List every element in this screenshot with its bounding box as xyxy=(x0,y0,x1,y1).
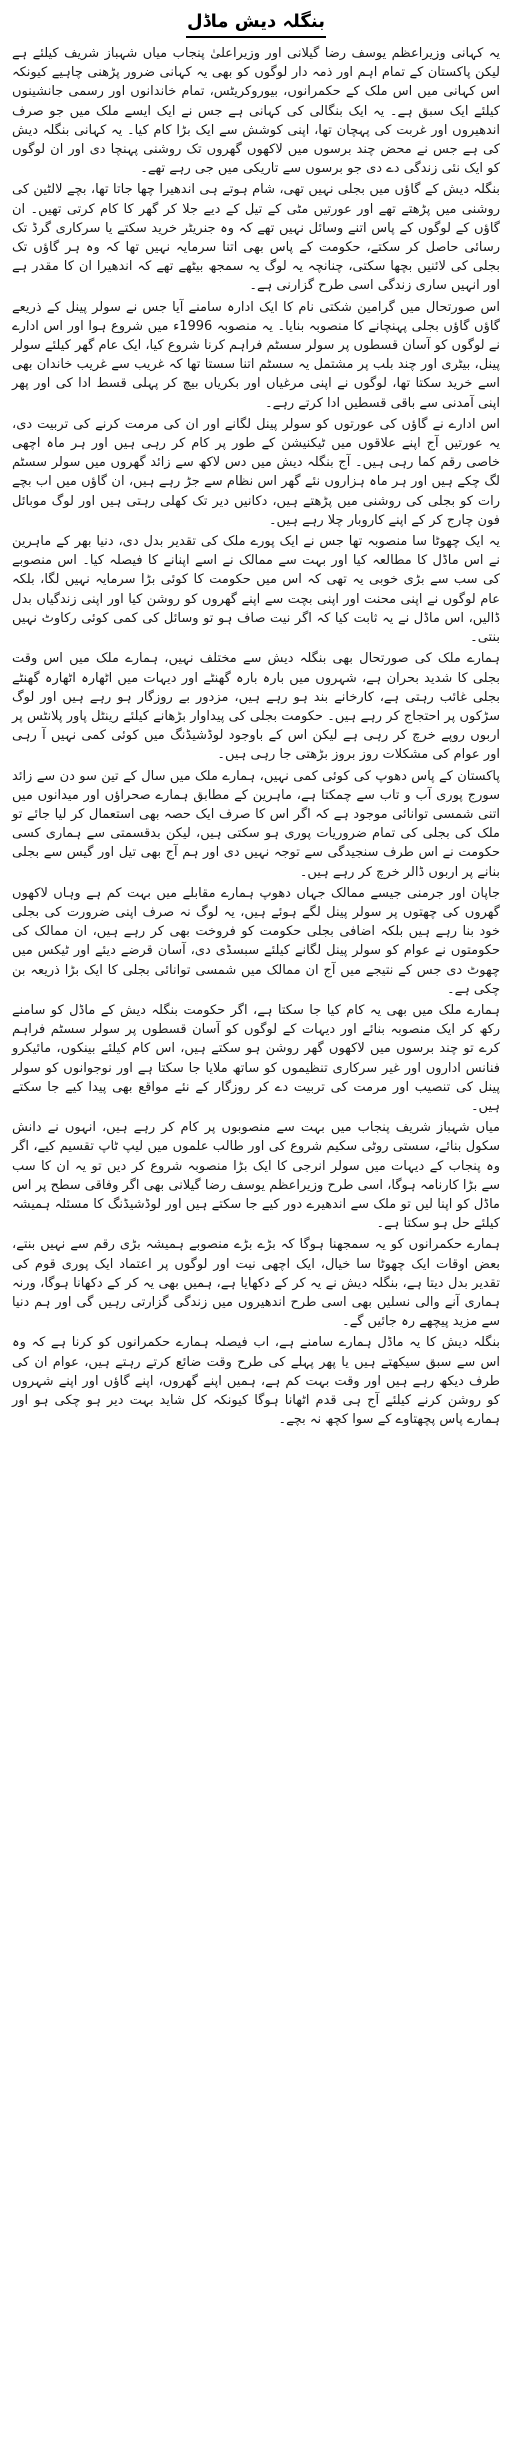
article-paragraph: پاکستان کے پاس دھوپ کی کوئی کمی نہیں، ہمارے ملک میں سال کے تین سو دن سے زائد سورج پوری آب و تاب سے چمکتا ہے، ماہرین کے مطابق ہمارے صحراؤں اور میدانوں میں اتنی شمسی توانائی موجود ہے کہ اگر اس کا صرف ایک حصہ بھی استعمال کر لیا جائے تو ملک کی بجلی کی تمام ضروریات پوری ہو سکتی ہیں، لیکن بدقسمتی سے ہماری کسی حکومت نے اس طرف سنجیدگی سے توجہ نہیں دی اور ہم آج بھی تیل اور گیس سے بجلی بنانے پر اربوں ڈالر خرچ کر رہے ہیں۔ xyxy=(12,768,500,880)
article-paragraph: ہمارے ملک کی صورتحال بھی بنگلہ دیش سے مختلف نہیں، ہمارے ملک میں اس وقت بجلی کا شدید بحران ہے، شہروں میں بارہ بارہ گھنٹے اور دیہات میں اٹھارہ اٹھارہ گھنٹے بجلی غائب رہتی ہے، کارخانے بند ہو رہے ہیں، مزدور بے روزگار ہو رہے ہیں اور لوگ سڑکوں پر احتجاج کر رہے ہیں۔ حکومت بجلی کی پیداوار بڑھانے کیلئے رینٹل پاور پلانٹس پر اربوں روپے خرچ کر رہی ہے لیکن اس کے باوجود لوڈشیڈنگ میں کوئی کمی نہیں آ رہی اور عوام کی مشکلات روز بروز بڑھتی جا رہی ہیں۔ xyxy=(12,651,500,763)
article-headline: بنگلہ دیش ماڈل xyxy=(187,11,325,32)
article-paragraph: اس ادارے نے گاؤں کی عورتوں کو سولر پینل لگانے اور ان کی مرمت کرنے کی تربیت دی، یہ عورتیں آج اپنے علاقوں میں ٹیکنیشن کے طور پر کام کر رہی ہیں اور ہر ماہ اچھی خاصی رقم کما رہی ہیں۔ آج بنگلہ دیش میں دس لاکھ سے زائد گھروں میں سولر سسٹم لگ چکے ہیں اور ہر ماہ ہزاروں نئے گھر اس نظام سے جڑ رہے ہیں، ان گاؤں میں اب بچے رات کو بجلی کی روشنی میں پڑھتے ہیں، دکانیں دیر تک کھلی رہتی ہیں اور لوگ موبائل فون چارج کر کے اپنے کاروبار چلا رہے ہیں۔ xyxy=(12,416,500,528)
article-paragraph: یہ ایک چھوٹا سا منصوبہ تھا جس نے ایک پورے ملک کی تقدیر بدل دی، دنیا بھر کے ماہرین نے اس ماڈل کا مطالعہ کیا اور بہت سے ممالک نے اسے اپنانے کا فیصلہ کیا۔ اس منصوبے کی سب سے بڑی خوبی یہ تھی کہ اس میں حکومت کا کوئی بڑا سرمایہ نہیں لگا، بلکہ عام لوگوں نے اپنی محنت اور اپنی بچت سے اپنے گھروں کو روشن کیا اور اپنی زندگیاں بدل ڈالیں، اس ماڈل نے یہ ثابت کیا کہ اگر نیت صاف ہو تو وسائل کی کمی کوئی رکاوٹ نہیں بنتی۔ xyxy=(12,534,500,646)
article-body xyxy=(12,44,500,1429)
article-paragraph: بنگلہ دیش کا یہ ماڈل ہمارے سامنے ہے، اب فیصلہ ہمارے حکمرانوں کو کرنا ہے کہ وہ اس سے سبق سیکھتے ہیں یا پھر پہلے کی طرح وقت ضائع کرتے رہتے ہیں، عوام ان کی طرف دیکھ رہے ہیں اور وقت بہت کم ہے، ہمیں اپنے گھروں، اپنے گاؤں اور اپنے شہروں کو روشن کرنے کیلئے آج ہی قدم اٹھانا ہوگا کیونکہ کل شاید بہت دیر ہو چکی ہو اور ہمارے پاس پچھتاوے کے سوا کچھ نہ بچے۔ xyxy=(12,1335,500,1428)
headline-underline xyxy=(186,36,326,38)
article-paragraph: یہ کہانی وزیراعظم یوسف رضا گیلانی اور وزیراعلیٰ پنجاب میاں شہباز شریف کیلئے ہے لیکن پاکستان کے تمام اہم اور ذمہ دار لوگوں کو بھی یہ کہانی ضرور پڑھنی چاہیے کیونکہ اس کہانی میں اس ملک کے حکمرانوں، بیوروکریٹس، تمام خاندانوں اور رسمی جانشینوں کیلئے ایک سبق ہے۔ یہ ایک بنگالی کی کہانی ہے جس نے ایک ایسے ملک میں جو صرف اندھیروں اور غربت کی پہچان تھا، اپنی کوشش سے ایک بڑا کام کیا۔ یہ کہانی بنگلہ دیش کی ہے جس نے محض چند برسوں میں لاکھوں گھروں تک روشنی پہنچا دی اور ان لوگوں کو ایک نئی زندگی دے دی جو برسوں سے تاریکی میں جی رہے تھے۔ xyxy=(12,46,500,177)
article-paragraph: ہمارے حکمرانوں کو یہ سمجھنا ہوگا کہ بڑے بڑے منصوبے ہمیشہ بڑی رقم سے نہیں بنتے، بعض اوقات ایک چھوٹا سا خیال، ایک اچھی نیت اور لوگوں پر اعتماد ایک پوری قوم کی تقدیر بدل دیتا ہے، بنگلہ دیش نے یہ کر کے دکھایا ہے، ہمیں بھی یہ کر کے دکھانا ہوگا، ورنہ ہماری آنے والی نسلیں بھی اسی طرح اندھیروں میں زندگی گزارتی رہیں گی اور ہم دنیا سے مزید پیچھے رہ جائیں گے۔ xyxy=(12,1237,500,1330)
article-paragraph: میاں شہباز شریف پنجاب میں بہت سے منصوبوں پر کام کر رہے ہیں، انہوں نے دانش سکول بنائے، سستی روٹی سکیم شروع کی اور طالب علموں میں لیپ ٹاپ تقسیم کیے، اگر وہ پنجاب کے دیہات میں سولر انرجی کا ایک بڑا منصوبہ شروع کر دیں تو یہ ان کا سب سے بڑا کارنامہ ہوگا، اسی طرح وزیراعظم یوسف رضا گیلانی بھی اگر وفاقی سطح پر اس ماڈل کو اپنا لیں تو ملک سے اندھیرے دور کیے جا سکتے ہیں اور لوڈشیڈنگ کا مسئلہ ہمیشہ کیلئے حل ہو سکتا ہے۔ xyxy=(12,1120,500,1232)
article-paragraph: اس صورتحال میں گرامین شکتی نام کا ایک ادارہ سامنے آیا جس نے سولر پینل کے ذریعے گاؤں گاؤں بجلی پہنچانے کا منصوبہ بنایا۔ یہ منصوبہ 1996ء میں شروع ہوا اور اس ادارے نے لوگوں کو آسان قسطوں پر سولر سسٹم فراہم کرنا شروع کیا، ایک عام گھر کیلئے سولر پینل، بیٹری اور چند بلب پر مشتمل یہ سسٹم اتنا سستا تھا کہ غریب سے غریب خاندان بھی اسے خرید سکتا تھا، لوگوں نے اپنی مرغیاں اور بکریاں بیچ کر پہلی قسط ادا کی اور پھر اپنی آمدنی سے باقی قسطیں ادا کرتے رہے۔ xyxy=(12,299,500,411)
article-paragraph: بنگلہ دیش کے گاؤں میں بجلی نہیں تھی، شام ہوتے ہی اندھیرا چھا جاتا تھا، بچے لالٹین کی روشنی میں پڑھتے تھے اور عورتیں مٹی کے تیل کے دیے جلا کر گھر کا کام کرتی تھیں۔ ان گاؤں کے لوگوں کے پاس اتنے وسائل نہیں تھے کہ وہ جنریٹر خرید سکتے یا سرکاری گرڈ تک رسائی حاصل کر سکتے، حکومت کے پاس بھی اتنا سرمایہ نہیں تھا کہ وہ ہر گاؤں تک بجلی کی لائنیں بچھا سکتی، چنانچہ یہ لوگ یہ سمجھ بیٹھے تھے کہ اندھیرا ان کا مقدر ہے اور انہیں ساری زندگی اسی طرح گزارنی ہے۔ xyxy=(12,182,500,294)
article-paragraph: ہمارے ملک میں بھی یہ کام کیا جا سکتا ہے، اگر حکومت بنگلہ دیش کے ماڈل کو سامنے رکھ کر ایک منصوبہ بنائے اور دیہات کے لوگوں کو آسان قسطوں پر سولر سسٹم فراہم کرے تو چند برسوں میں لاکھوں گھر روشن ہو سکتے ہیں، اس کام کیلئے بینکوں، مائیکرو فنانس اداروں اور غیر سرکاری تنظیموں کو ساتھ ملایا جا سکتا ہے اور نوجوانوں کو سولر پینل کی تنصیب اور مرمت کی تربیت دے کر روزگار کے نئے مواقع بھی پیدا کیے جا سکتے ہیں۔ xyxy=(12,1002,500,1114)
article-paragraph: جاپان اور جرمنی جیسے ممالک جہاں دھوپ ہمارے مقابلے میں بہت کم ہے وہاں لاکھوں گھروں کی چھتوں پر سولر پینل لگے ہوئے ہیں، یہ لوگ نہ صرف اپنی ضرورت کی بجلی خود بنا رہے ہیں بلکہ اضافی بجلی حکومت کو فروخت بھی کر رہے ہیں، ان ممالک کی حکومتوں نے عوام کو سولر پینل لگانے کیلئے سبسڈی دی، آسان قرضے دیئے اور ٹیکس میں چھوٹ دی جس کے نتیجے میں آج ان ممالک میں شمسی توانائی بجلی کا ایک بڑا ذریعہ بن چکی ہے۔ xyxy=(12,885,500,997)
